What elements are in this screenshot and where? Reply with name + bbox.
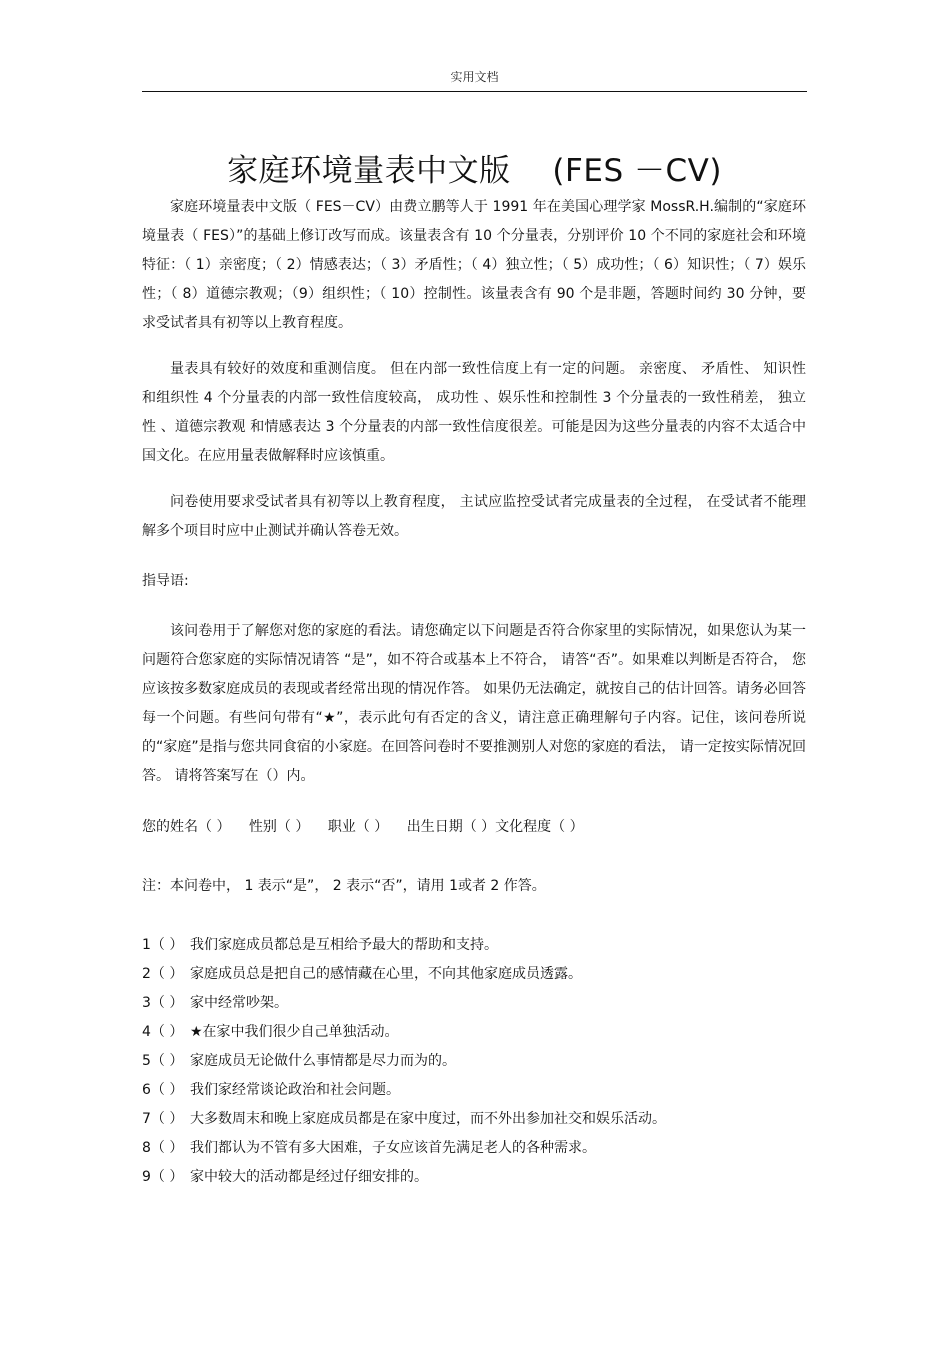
gender-field[interactable]: 性别（ ） xyxy=(248,819,310,835)
question-text: 家庭成员无论做什么事情都是尽力而为的。 xyxy=(190,1053,456,1069)
question-item xyxy=(142,960,806,989)
birthdate-education-field[interactable]: 出生日期（ ）文化程度（ ） xyxy=(406,819,584,835)
question-item xyxy=(142,1134,806,1163)
question-text: 家中较大的活动都是经过仔细安排的。 xyxy=(190,1169,428,1185)
answer-blank[interactable]: 6（ ） xyxy=(142,1082,184,1098)
question-text: 家庭成员总是把自己的感情藏在心里，不向其他家庭成员透露。 xyxy=(190,966,582,982)
answer-blank[interactable]: 9（ ） xyxy=(142,1169,184,1185)
question-item xyxy=(142,1076,806,1105)
question-item xyxy=(142,989,806,1018)
question-item xyxy=(142,1018,806,1047)
question-text: 我们家庭成员都总是互相给予最大的帮助和支持。 xyxy=(190,937,498,953)
question-text: ★在家中我们很少自己单独活动。 xyxy=(190,1024,399,1040)
guide-label: 指导语: xyxy=(142,573,189,589)
question-item xyxy=(142,1163,806,1192)
header-rule xyxy=(142,91,807,92)
respondent-form-line xyxy=(142,813,806,842)
question-item xyxy=(142,1047,806,1076)
answer-blank[interactable]: 2（ ） xyxy=(142,966,184,982)
question-item xyxy=(142,1105,806,1134)
usage-paragraph: 问卷使用要求受试者具有初等以上教育程度， 主试应监控受试者完成量表的全过程， 在受试者不能理解多个项目时应中止测试并确认答卷无效。 xyxy=(142,494,806,539)
page-header: 实用文档 xyxy=(450,70,499,84)
question-item xyxy=(142,931,806,960)
question-text: 我们都认为不管有多大困难，子女应该首先满足老人的各种需求。 xyxy=(190,1140,596,1156)
answer-blank[interactable]: 3（ ） xyxy=(142,995,184,1011)
occupation-field[interactable]: 职业（ ） xyxy=(327,819,389,835)
question-list xyxy=(142,931,806,1192)
question-text: 大多数周末和晚上家庭成员都是在家中度过，而不外出参加社交和娱乐活动。 xyxy=(190,1111,666,1127)
answer-blank[interactable]: 1（ ） xyxy=(142,937,184,953)
name-field[interactable]: 您的姓名（ ） xyxy=(142,819,231,835)
answer-blank[interactable]: 7（ ） xyxy=(142,1111,184,1127)
question-text: 家中经常吵架。 xyxy=(190,995,288,1011)
guide-paragraph: 该问卷用于了解您对您的家庭的看法。请您确定以下问题是否符合你家里的实际情况，如果您认为某一问题符合您家庭的实际情况请答 “是”，如不符合或基本上不符合， 请答“否”。如果难以判断是否符合， 您应该按多数家庭成员的表现或者经常出现的情况作答。 如果仍无法确定，就按自己的估计回答。请务必回答每一个问题。有些问句带有“★”，表示此句有否定的含义，请注意正确理解句子内容。记住，该问卷所说的“家庭”是指与您共同食宿的小家庭。在回答问卷时不要推测别人对您的家庭的看法， 请一定按实际情况回答。 请将答案写在（）内。 xyxy=(142,623,806,784)
question-text: 我们家经常谈论政治和社会问题。 xyxy=(190,1082,400,1098)
intro-paragraph: 家庭环境量表中文版（ FES－CV）由费立鹏等人于 1991 年在美国心理学家 MossR.H.编制的“家庭环境量表（ FES）”的基础上修订改写而成。该量表含有 10 个分量表，分别评价 10 个不同的家庭社会和环境特征：（ 1）亲密度；（ 2）情感表达；（ 3）矛盾性；（ 4）独立性；（ 5）成功性；（ 6）知识性；（ 7）娱乐性；（ 8）道德宗教观；（9）组织性；（ 10）控制性。该量表含有 90 个是非题，答题时间约 30 分钟，要求受试者具有初等以上教育程度。 xyxy=(142,199,806,331)
answer-blank[interactable]: 8（ ） xyxy=(142,1140,184,1156)
answer-note: 注：本问卷中， 1 表示“是”， 2 表示“否”，请用 1或者 2 作答。 xyxy=(142,878,546,894)
answer-blank[interactable]: 4（ ） xyxy=(142,1024,184,1040)
document-body xyxy=(142,193,806,1192)
answer-blank[interactable]: 5（ ） xyxy=(142,1053,184,1069)
reliability-paragraph: 量表具有较好的效度和重测信度。 但在内部一致性信度上有一定的问题。 亲密度、 矛盾性、 知识性 和组织性 4 个分量表的内部一致性信度较高， 成功性 、娱乐性和控制性 3 个分量表的一致性稍差， 独立性 、道德宗教观 和情感表达 3 个分量表的内部一致性信度很差。可能是因为这些分量表的内容不太适合中国文化。在应用量表做解释时应该慎重。 xyxy=(142,361,806,464)
document-title: 家庭环境量表中文版 (FES －CV) xyxy=(227,152,722,189)
